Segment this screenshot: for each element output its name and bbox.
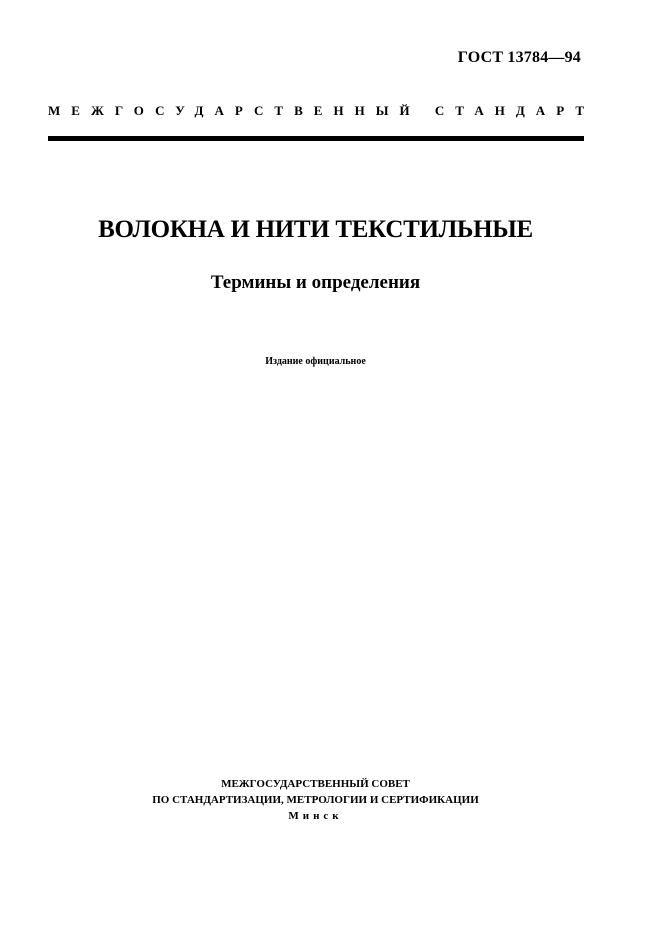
header-divider [48, 136, 584, 141]
document-subtitle: Термины и определения [210, 272, 421, 293]
publisher-block [0, 776, 631, 824]
document-title: ВОЛОКНА И НИТИ ТЕКСТИЛЬНЫЕ [98, 216, 533, 243]
publisher-line-1: МЕЖГОСУДАРСТВЕННЫЙ СОВЕТ [221, 778, 410, 790]
standard-type-heading [48, 103, 596, 119]
standard-type-text: МЕЖГОСУДАРСТВЕННЫЙ СТАНДАРТ [48, 103, 596, 118]
edition-label: Издание официальное [265, 356, 366, 367]
publisher-city: Минск [288, 810, 343, 822]
publisher-line-2: ПО СТАНДАРТИЗАЦИИ, МЕТРОЛОГИИ И СЕРТИФИКАЦИИ [152, 794, 479, 806]
gost-number: ГОСТ 13784—94 [457, 49, 581, 66]
